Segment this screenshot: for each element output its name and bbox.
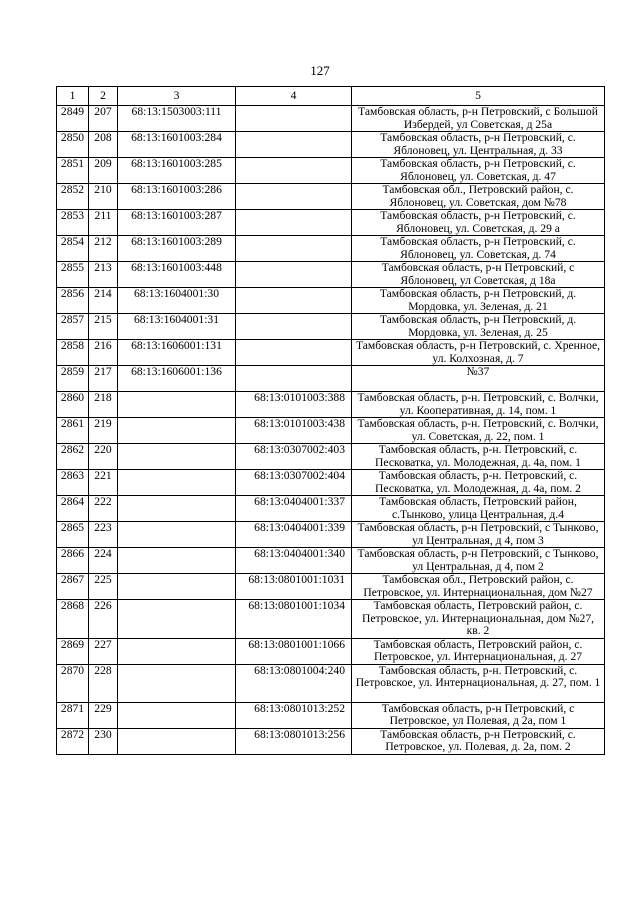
cadastral-number-col3 xyxy=(118,496,236,522)
row-index: 207 xyxy=(89,106,118,132)
row-index: 224 xyxy=(89,548,118,574)
address-cell: №37 xyxy=(352,366,605,392)
address-cell: Тамбовская обл., Петровский район, с. Петровское, ул. Интернациональная, дом №27 xyxy=(352,574,605,600)
row-index: 221 xyxy=(89,470,118,496)
cadastral-number-col4: 68:13:0801001:1066 xyxy=(236,638,352,664)
row-index: 229 xyxy=(89,702,118,728)
table-row xyxy=(57,158,605,184)
cadastral-number-col3: 68:13:1601003:285 xyxy=(118,158,236,184)
row-index: 226 xyxy=(89,600,118,639)
cadastral-number-col4: 68:13:0404001:337 xyxy=(236,496,352,522)
address-cell: Тамбовская область, р-н Петровский, с Тынково, ул Центральная, д 4, пом 3 xyxy=(352,522,605,548)
address-cell: Тамбовская область, р-н Петровский, д. Мордовка, ул. Зеленая, д. 21 xyxy=(352,288,605,314)
cadastral-number-col3 xyxy=(118,418,236,444)
table-row xyxy=(57,106,605,132)
table-row xyxy=(57,392,605,418)
table-row xyxy=(57,600,605,639)
address-cell: Тамбовская обл., Петровский район, с. Яблоновец, ул. Советская, дом №78 xyxy=(352,184,605,210)
row-index: 227 xyxy=(89,638,118,664)
header-col-5: 5 xyxy=(352,87,605,106)
row-index: 228 xyxy=(89,664,118,702)
address-cell: Тамбовская область, р-н. Петровский, с. Петровское, ул. Интернациональная, д. 27, пом. 1 xyxy=(352,664,605,702)
property-table xyxy=(56,86,605,755)
row-index: 211 xyxy=(89,210,118,236)
cadastral-number-col3 xyxy=(118,392,236,418)
address-cell: Тамбовская область, р-н Петровский, с Тынково, ул Центральная, д 4, пом 2 xyxy=(352,548,605,574)
table-row xyxy=(57,236,605,262)
cadastral-number-col4: 68:13:0801013:256 xyxy=(236,728,352,754)
table-row xyxy=(57,702,605,728)
cadastral-number-col3 xyxy=(118,470,236,496)
row-index: 212 xyxy=(89,236,118,262)
cadastral-number-col4 xyxy=(236,210,352,236)
address-cell: Тамбовская область, р-н Петровский, с. Яблоновец, ул. Советская, д. 29 а xyxy=(352,210,605,236)
row-number: 2854 xyxy=(57,236,89,262)
cadastral-number-col3 xyxy=(118,728,236,754)
cadastral-number-col4 xyxy=(236,288,352,314)
table-row xyxy=(57,366,605,392)
cadastral-number-col3: 68:13:1601003:286 xyxy=(118,184,236,210)
table-row xyxy=(57,184,605,210)
table-row xyxy=(57,340,605,366)
table-row xyxy=(57,522,605,548)
cadastral-number-col4 xyxy=(236,132,352,158)
table-row xyxy=(57,470,605,496)
cadastral-number-col3 xyxy=(118,702,236,728)
cadastral-number-col3: 68:13:1604001:31 xyxy=(118,314,236,340)
row-number: 2871 xyxy=(57,702,89,728)
cadastral-number-col3 xyxy=(118,664,236,702)
row-index: 220 xyxy=(89,444,118,470)
row-number: 2869 xyxy=(57,638,89,664)
row-index: 219 xyxy=(89,418,118,444)
row-index: 216 xyxy=(89,340,118,366)
row-index: 215 xyxy=(89,314,118,340)
row-index: 230 xyxy=(89,728,118,754)
row-index: 223 xyxy=(89,522,118,548)
row-number: 2870 xyxy=(57,664,89,702)
row-number: 2862 xyxy=(57,444,89,470)
row-number: 2866 xyxy=(57,548,89,574)
cadastral-number-col4 xyxy=(236,236,352,262)
address-cell: Тамбовская область, р-н Петровский, д. Мордовка, ул. Зеленая, д. 25 xyxy=(352,314,605,340)
row-index: 214 xyxy=(89,288,118,314)
row-index: 210 xyxy=(89,184,118,210)
row-index: 209 xyxy=(89,158,118,184)
table-row xyxy=(57,496,605,522)
cadastral-number-col4 xyxy=(236,158,352,184)
row-number: 2857 xyxy=(57,314,89,340)
row-number: 2863 xyxy=(57,470,89,496)
row-index: 208 xyxy=(89,132,118,158)
row-number: 2859 xyxy=(57,366,89,392)
address-cell: Тамбовская область, р-н. Петровский, с. Песковатка, ул. Молодежная, д. 4а, пом. 1 xyxy=(352,444,605,470)
table-body xyxy=(57,106,605,755)
cadastral-number-col4 xyxy=(236,184,352,210)
cadastral-number-col4: 68:13:0307002:404 xyxy=(236,470,352,496)
row-index: 225 xyxy=(89,574,118,600)
row-number: 2864 xyxy=(57,496,89,522)
cadastral-number-col3 xyxy=(118,574,236,600)
row-number: 2867 xyxy=(57,574,89,600)
table-row xyxy=(57,132,605,158)
cadastral-number-col3 xyxy=(118,638,236,664)
cadastral-number-col4: 68:13:0404001:339 xyxy=(236,522,352,548)
address-cell: Тамбовская область, р-н Петровский, с Петровское, ул Полевая, д 2а, пом 1 xyxy=(352,702,605,728)
cadastral-number-col3: 68:13:1503003:111 xyxy=(118,106,236,132)
table-row xyxy=(57,664,605,702)
address-cell: Тамбовская область, р-н Петровский, с Яблоновец, ул Советская, д 18а xyxy=(352,262,605,288)
row-index: 218 xyxy=(89,392,118,418)
cadastral-number-col4: 68:13:0801001:1034 xyxy=(236,600,352,639)
row-number: 2850 xyxy=(57,132,89,158)
table-row xyxy=(57,262,605,288)
cadastral-number-col4 xyxy=(236,366,352,392)
header-col-4: 4 xyxy=(236,87,352,106)
cadastral-number-col3 xyxy=(118,522,236,548)
cadastral-number-col3: 68:13:1601003:448 xyxy=(118,262,236,288)
cadastral-number-col4 xyxy=(236,340,352,366)
cadastral-number-col4: 68:13:0801013:252 xyxy=(236,702,352,728)
cadastral-number-col4: 68:13:0101003:388 xyxy=(236,392,352,418)
table-row xyxy=(57,288,605,314)
table-row xyxy=(57,418,605,444)
address-cell: Тамбовская область, р-н Петровский, с. Яблоновец, ул. Советская, д. 47 xyxy=(352,158,605,184)
header-col-1: 1 xyxy=(57,87,89,106)
table-row xyxy=(57,444,605,470)
table-row xyxy=(57,314,605,340)
row-number: 2853 xyxy=(57,210,89,236)
table-row xyxy=(57,210,605,236)
row-number: 2865 xyxy=(57,522,89,548)
table-row xyxy=(57,728,605,754)
cadastral-number-col4: 68:13:0801001:1031 xyxy=(236,574,352,600)
table-row xyxy=(57,548,605,574)
row-number: 2861 xyxy=(57,418,89,444)
row-number: 2860 xyxy=(57,392,89,418)
header-row xyxy=(57,87,605,106)
row-number: 2851 xyxy=(57,158,89,184)
table-row xyxy=(57,638,605,664)
cadastral-number-col3: 68:13:1606001:131 xyxy=(118,340,236,366)
cadastral-number-col3 xyxy=(118,600,236,639)
row-index: 217 xyxy=(89,366,118,392)
address-cell: Тамбовская область, Петровский район, с. Петровское, ул. Интернациональная, д. 27 xyxy=(352,638,605,664)
row-number: 2852 xyxy=(57,184,89,210)
row-number: 2855 xyxy=(57,262,89,288)
cadastral-number-col4 xyxy=(236,314,352,340)
table-row xyxy=(57,574,605,600)
cadastral-number-col3: 68:13:1606001:136 xyxy=(118,366,236,392)
cadastral-number-col4: 68:13:0101003:438 xyxy=(236,418,352,444)
address-cell: Тамбовская область, р-н Петровский, с. Яблоновец, ул. Советская, д. 74 xyxy=(352,236,605,262)
cadastral-number-col3 xyxy=(118,444,236,470)
address-cell: Тамбовская область, р-н Петровский, с Большой Избердей, ул Советская, д 25а xyxy=(352,106,605,132)
page-number: 127 xyxy=(310,63,330,78)
address-cell: Тамбовская область, р-н. Петровский, с. Волчки, ул. Кооперативная, д. 14, пом. 1 xyxy=(352,392,605,418)
row-number: 2868 xyxy=(57,600,89,639)
cadastral-number-col4: 68:13:0307002:403 xyxy=(236,444,352,470)
cadastral-number-col4: 68:13:0404001:340 xyxy=(236,548,352,574)
row-index: 213 xyxy=(89,262,118,288)
address-cell: Тамбовская область, р-н Петровский, с. Хренное, ул. Колхозная, д. 7 xyxy=(352,340,605,366)
address-cell: Тамбовская область, р-н Петровский, с. Петровское, ул. Полевая, д. 2а, пом. 2 xyxy=(352,728,605,754)
cadastral-number-col4: 68:13:0801004:240 xyxy=(236,664,352,702)
row-number: 2849 xyxy=(57,106,89,132)
address-cell: Тамбовская область, Петровский район, с. Петровское, ул. Интернациональная, дом №27, кв. 2 xyxy=(352,600,605,639)
row-number: 2872 xyxy=(57,728,89,754)
cadastral-number-col3: 68:13:1601003:287 xyxy=(118,210,236,236)
cadastral-number-col3: 68:13:1601003:289 xyxy=(118,236,236,262)
cadastral-number-col4 xyxy=(236,262,352,288)
row-number: 2856 xyxy=(57,288,89,314)
cadastral-number-col3 xyxy=(118,548,236,574)
address-cell: Тамбовская область, р-н. Петровский, с. Волчки, ул. Советская, д. 22, пом. 1 xyxy=(352,418,605,444)
header-col-2: 2 xyxy=(89,87,118,106)
cadastral-number-col4 xyxy=(236,106,352,132)
cadastral-number-col3: 68:13:1601003:284 xyxy=(118,132,236,158)
header-col-3: 3 xyxy=(118,87,236,106)
address-cell: Тамбовская область, Петровский район, с.Тынково, улица Центральная, д.4 xyxy=(352,496,605,522)
row-number: 2858 xyxy=(57,340,89,366)
cadastral-number-col3: 68:13:1604001:30 xyxy=(118,288,236,314)
address-cell: Тамбовская область, р-н. Петровский, с. Песковатка, ул. Молодежная, д. 4а, пом. 2 xyxy=(352,470,605,496)
row-index: 222 xyxy=(89,496,118,522)
address-cell: Тамбовская область, р-н Петровский, с. Яблоновец, ул. Центральная, д. 33 xyxy=(352,132,605,158)
